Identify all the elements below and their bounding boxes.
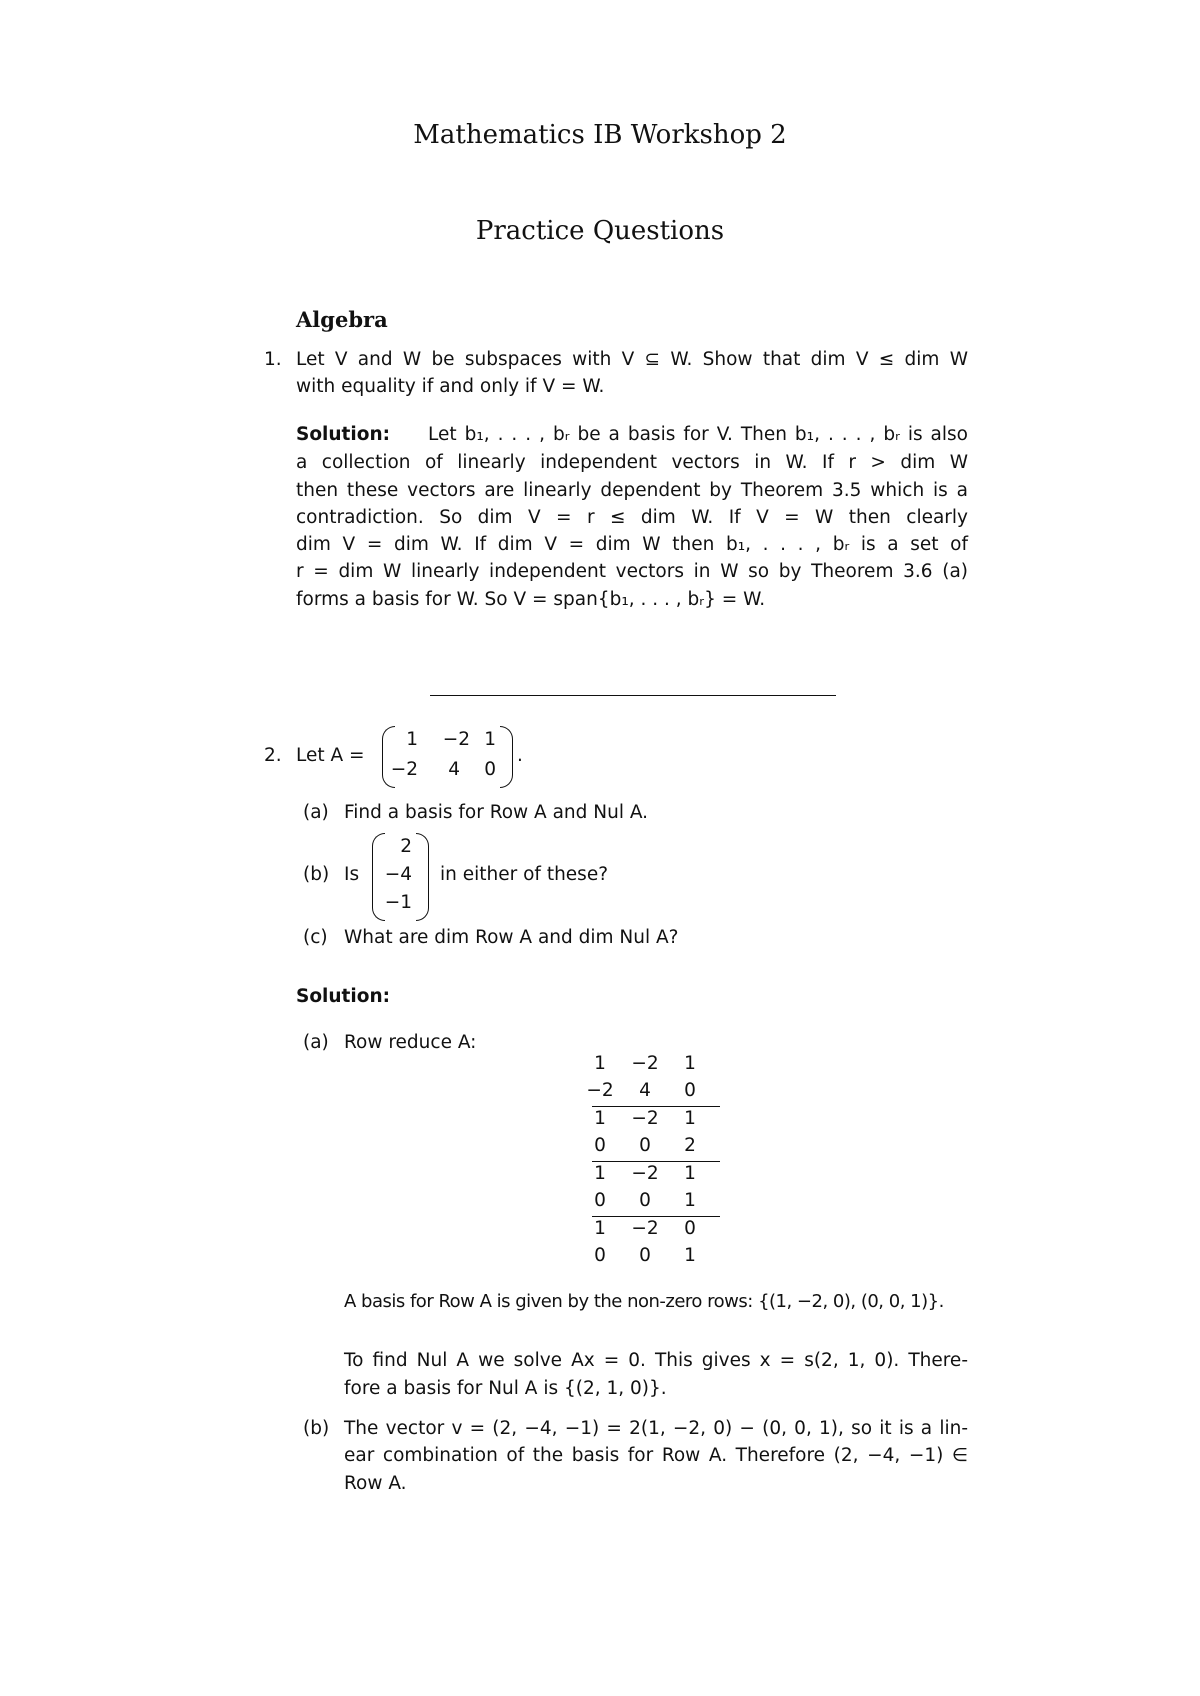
solution-b-line-3: Row A. <box>344 1473 407 1494</box>
matrix-a-cell: 1 <box>484 729 496 750</box>
reduction-cell: 0 <box>684 1218 696 1239</box>
reduction-cell: 1 <box>594 1108 606 1129</box>
part-b-pre: Is <box>344 864 360 885</box>
reduction-row <box>580 1082 720 1104</box>
vector-right-paren <box>416 833 429 921</box>
reduction-cell: −2 <box>631 1218 659 1239</box>
vector-cell: −4 <box>384 864 412 885</box>
reduction-cell: −2 <box>631 1108 659 1129</box>
reduction-cell: 0 <box>594 1135 606 1156</box>
row-basis-statement: A basis for Row A is given by the non-zero rows: {(1, −2, 0), (0, 0, 1)}. <box>344 1291 944 1312</box>
solution-a-label: (a) <box>303 1032 329 1053</box>
reduction-cell: −2 <box>631 1163 659 1184</box>
part-c-text: What are dim Row A and dim Nul A? <box>344 927 679 948</box>
question-2-let: Let A = <box>296 745 365 766</box>
worksheet-title: Mathematics IB Workshop 2 <box>413 120 787 150</box>
reduction-row <box>580 1192 720 1214</box>
solution-b-label: (b) <box>303 1418 330 1439</box>
reduction-cell: 0 <box>594 1245 606 1266</box>
reduction-cell: 4 <box>639 1080 651 1101</box>
reduction-row <box>580 1110 720 1132</box>
reduction-row <box>580 1137 720 1159</box>
reduction-row <box>580 1165 720 1187</box>
matrix-a-cell: 4 <box>448 759 460 780</box>
matrix-a-cell: −2 <box>390 759 418 780</box>
reduction-separator <box>592 1161 720 1162</box>
vector-cell: −1 <box>384 892 412 913</box>
reduction-separator <box>592 1216 720 1217</box>
solution-1-line-3: then these vectors are linearly dependent by Theorem 3.5 which is a <box>296 480 968 501</box>
matrix-a-right-paren <box>500 726 513 788</box>
reduction-cell: 1 <box>594 1218 606 1239</box>
question-1-line-2: with equality if and only if V = W. <box>296 376 605 397</box>
solution-1-line-6: r = dim W linearly independent vectors in W so by Theorem 3.6 (a) <box>296 561 968 582</box>
matrix-a-cell: 0 <box>484 759 496 780</box>
question-1-line-1: Let V and W be subspaces with V ⊆ W. Show that dim V ≤ dim W <box>296 349 968 370</box>
matrix-a-cell: 1 <box>406 729 418 750</box>
solution-1-label: Solution: <box>296 424 391 445</box>
reduction-separator <box>592 1106 720 1107</box>
reduction-cell: 1 <box>684 1163 696 1184</box>
reduction-cell: 0 <box>684 1080 696 1101</box>
question-1-number: 1. <box>264 349 282 370</box>
question-2-number: 2. <box>264 745 282 766</box>
solution-b-line-1: The vector v = (2, −4, −1) = 2(1, −2, 0) − (0, 0, 1), so it is a lin- <box>344 1418 968 1439</box>
part-a-text: Find a basis for Row A and Nul A. <box>344 802 649 823</box>
section-divider <box>430 695 836 696</box>
solution-a-text: Row reduce A: <box>344 1032 477 1053</box>
solution-1-line-7: forms a basis for W. So V = span{b₁, . . . , bᵣ} = W. <box>296 589 766 610</box>
reduction-cell: 1 <box>684 1190 696 1211</box>
reduction-row <box>580 1055 720 1077</box>
section-heading: Algebra <box>296 307 388 332</box>
reduction-cell: 1 <box>684 1053 696 1074</box>
reduction-cell: 0 <box>639 1245 651 1266</box>
nul-statement-line-2: fore a basis for Nul A is {(2, 1, 0)}. <box>344 1378 667 1399</box>
part-c-label: (c) <box>303 927 328 948</box>
reduction-row <box>580 1220 720 1242</box>
reduction-cell: 0 <box>639 1135 651 1156</box>
solution-1-line-4: contradiction. So dim V = r ≤ dim W. If V = W then clearly <box>296 507 968 528</box>
reduction-cell: −2 <box>586 1080 614 1101</box>
reduction-cell: 2 <box>684 1135 696 1156</box>
solution-1-line-1: Let b₁, . . . , bᵣ be a basis for V. Then b₁, . . . , bᵣ is also <box>428 424 968 445</box>
reduction-cell: 1 <box>684 1245 696 1266</box>
matrix-a-cell: −2 <box>442 729 470 750</box>
solution-1-line-5: dim V = dim W. If dim V = dim W then b₁, . . . , bᵣ is a set of <box>296 534 968 555</box>
worksheet-subtitle: Practice Questions <box>475 216 725 246</box>
reduction-cell: 0 <box>639 1190 651 1211</box>
nul-statement-line-1: To find Nul A we solve Ax = 0. This gives x = s(2, 1, 0). There- <box>344 1350 968 1371</box>
part-b-label: (b) <box>303 864 330 885</box>
reduction-cell: 1 <box>594 1163 606 1184</box>
reduction-row <box>580 1247 720 1269</box>
solution-b-line-2: ear combination of the basis for Row A. Therefore (2, −4, −1) ∈ <box>344 1445 968 1466</box>
reduction-cell: 1 <box>684 1108 696 1129</box>
reduction-cell: 0 <box>594 1190 606 1211</box>
matrix-a-period: . <box>517 745 523 766</box>
vector-cell: 2 <box>400 836 412 857</box>
reduction-cell: −2 <box>631 1053 659 1074</box>
solution-2-label: Solution: <box>296 986 391 1007</box>
solution-1-line-2: a collection of linearly independent vectors in W. If r > dim W <box>296 452 968 473</box>
reduction-cell: 1 <box>594 1053 606 1074</box>
part-b-post: in either of these? <box>440 864 609 885</box>
part-a-label: (a) <box>303 802 329 823</box>
